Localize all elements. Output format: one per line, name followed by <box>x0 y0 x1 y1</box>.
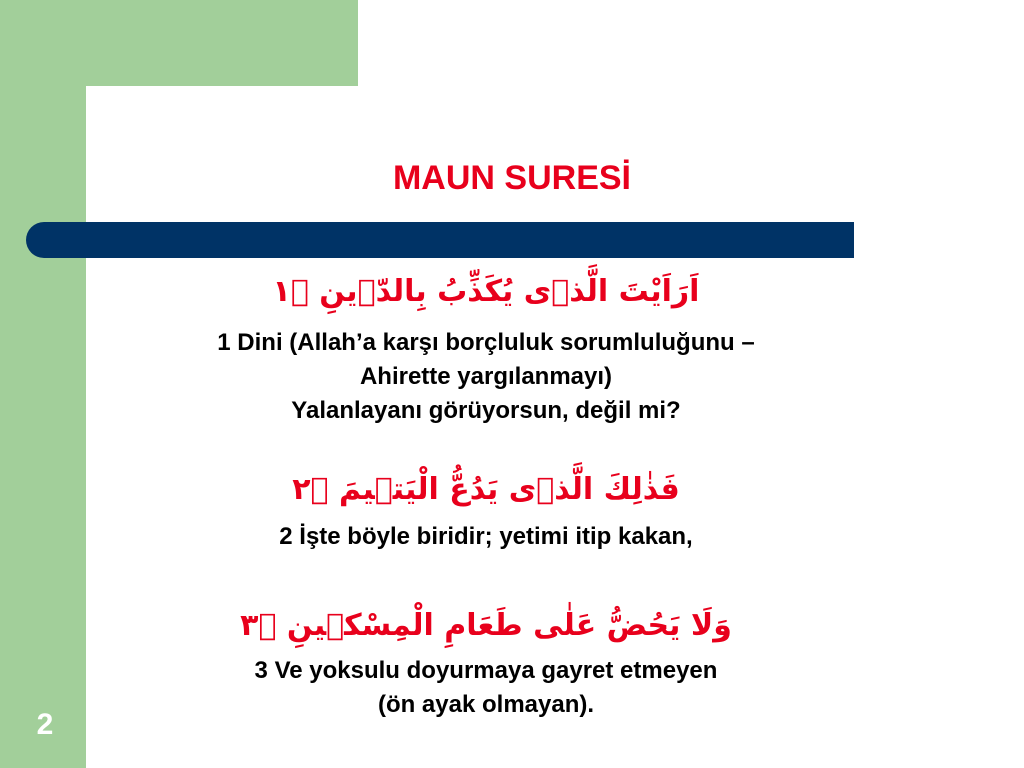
verse-1-translation-line-1: 1 Dini (Allah’a karşı borçluluk sorumluluğunu – <box>217 329 755 356</box>
verse-3-translation-line-1: 3 Ve yoksulu doyurmaya gayret etmeyen <box>254 657 718 684</box>
slide-number: 2 <box>36 708 54 741</box>
slide-title: MAUN SURESİ <box>392 159 632 197</box>
verse-1-translation-line-2: Ahirette yargılanmayı) <box>359 363 613 390</box>
verse-3-arabic: وَلَا يَحُضُّ عَلٰى طَعَامِ الْمِسْكٖينِ ﴿٣ <box>240 608 732 643</box>
verse-1-translation-line-3: Yalanlayanı görüyorsun, değil mi? <box>291 397 681 424</box>
verse-2-translation <box>86 520 886 554</box>
verse-1-arabic: اَرَاَيْتَ الَّذٖى يُكَذِّبُ بِالدّٖينِ ﴿١ <box>272 274 700 309</box>
verse-3-translation <box>86 654 886 722</box>
green-frame-left <box>0 0 86 768</box>
green-frame-top <box>0 0 358 86</box>
title-divider-bar <box>26 222 854 258</box>
verse-3-translation-line-2: (ön ayak olmayan). <box>377 691 595 718</box>
verse-2-translation-line-1: 2 İşte böyle biridir; yetimi itip kakan, <box>279 523 693 550</box>
verse-1-translation <box>86 326 886 428</box>
verse-2-arabic: فَذٰلِكَ الَّذٖى يَدُعُّ الْيَتٖيمَ ﴿٢ <box>292 472 680 507</box>
